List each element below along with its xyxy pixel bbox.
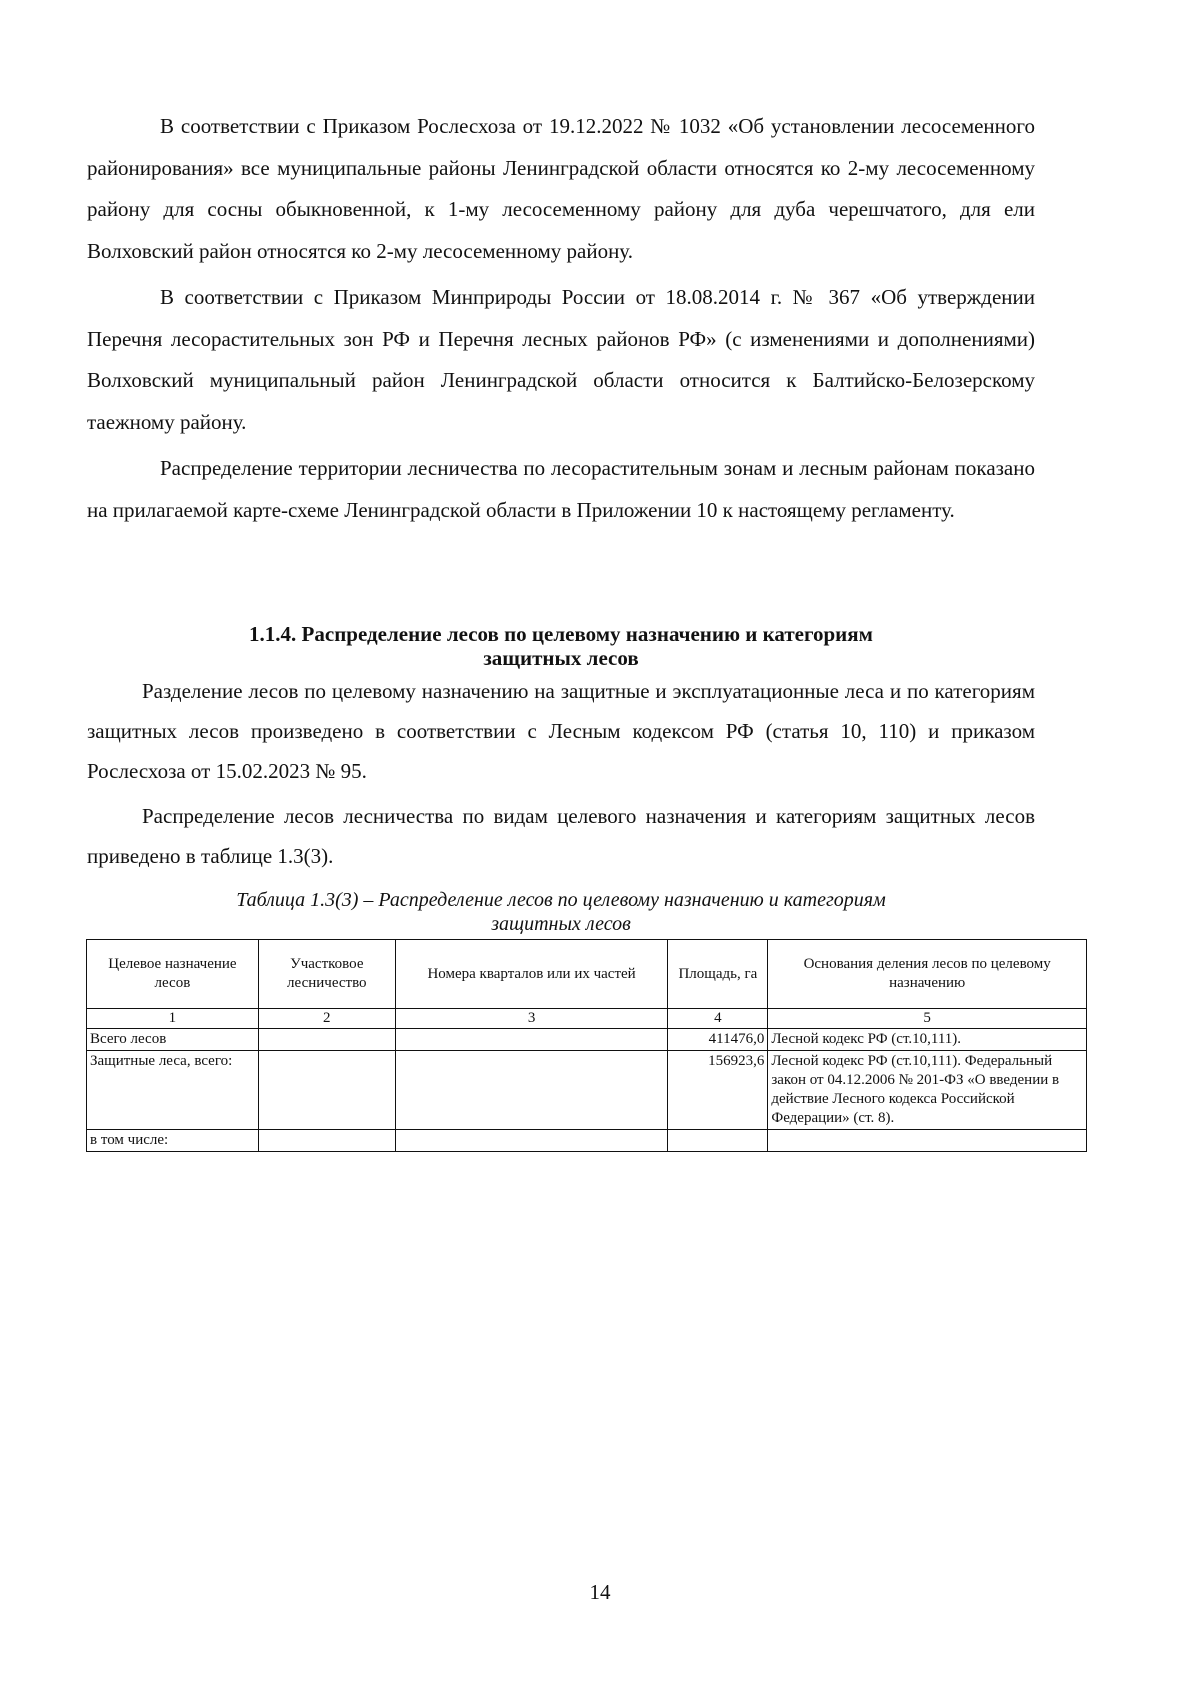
column-number: 5: [768, 1009, 1087, 1029]
paragraph-territory-distribution: Распределение территории лесничества по лесорастительным зонам и лесным районам показано на прилагаемой карте-схеме Ленинградской области в Приложении 10 к настоящему регламенту.: [87, 456, 1035, 522]
table-row: [87, 1051, 1087, 1130]
cell-area: [668, 1130, 768, 1152]
section-heading: [87, 622, 1035, 670]
column-number: 1: [87, 1009, 259, 1029]
column-number: 3: [395, 1009, 668, 1029]
cell-basis: [768, 1130, 1087, 1152]
table-row: [87, 1130, 1087, 1152]
cell-purpose: Всего лесов: [87, 1029, 259, 1051]
column-number: 2: [258, 1009, 395, 1029]
cell-basis: Лесной кодекс РФ (ст.10,111).: [768, 1029, 1087, 1051]
forest-distribution-table: [86, 939, 1087, 1152]
cell-area: 411476,0: [668, 1029, 768, 1051]
cell-district: [258, 1051, 395, 1130]
cell-basis: Лесной кодекс РФ (ст.10,111). Федеральный закон от 04.12.2006 № 201-ФЗ «О введении в действие Лесного кодекса Российской Федерации» (ст. 8).: [768, 1051, 1087, 1130]
cell-purpose: Защитные леса, всего:: [87, 1051, 259, 1130]
paragraph-forest-division: Разделение лесов по целевому назначению на защитные и эксплуатационные леса и по категориям защитных лесов произведено в соответствии с Лесным кодексом РФ (статья 10, 110) и приказом Рослесхоза от 15.02.2023 № 95.: [87, 679, 1035, 783]
paragraph-seed-zoning: В соответствии с Приказом Рослесхоза от 19.12.2022 № 1032 «Об установлении лесосеменного районирования» все муниципальные районы Ленинградской области относятся ко 2-му лесосеменному району для сосны обыкновенной, к 1-му лесосеменному району для дуба черешчатого, для ели Волховский район относятся ко 2-му лесосеменному району.: [87, 114, 1035, 263]
column-number-row: [87, 1009, 1087, 1029]
cell-district: [258, 1130, 395, 1152]
intro-text-block: [87, 106, 1035, 531]
cell-quarters: [395, 1130, 668, 1152]
header-purpose: Целевое назначение лесов: [87, 940, 259, 1009]
header-area: Площадь, га: [668, 940, 768, 1009]
cell-quarters: [395, 1029, 668, 1051]
table-caption: [87, 888, 1035, 936]
header-basis: Основания деления лесов по целевому назначению: [768, 940, 1087, 1009]
cell-purpose: в том числе:: [87, 1130, 259, 1152]
column-number: 4: [668, 1009, 768, 1029]
header-quarters: Номера кварталов или их частей: [395, 940, 668, 1009]
table-caption-line-2: защитных лесов: [491, 913, 631, 935]
table-caption-line-1: Таблица 1.3(3) – Распределение лесов по целевому назначению и категориям: [236, 889, 886, 911]
section-heading-line-1: 1.1.4. Распределение лесов по целевому назначению и категориям: [249, 622, 873, 646]
cell-quarters: [395, 1051, 668, 1130]
table-header-row: [87, 940, 1087, 1009]
page-number: 14: [589, 1580, 611, 1604]
purpose-text-block: [87, 671, 1035, 876]
cell-area: 156923,6: [668, 1051, 768, 1130]
cell-district: [258, 1029, 395, 1051]
table-row: [87, 1029, 1087, 1051]
paragraph-forest-zones: В соответствии с Приказом Минприроды России от 18.08.2014 г. № 367 «Об утверждении Перечня лесорастительных зон РФ и Перечня лесных районов РФ» (с изменениями и дополнениями) Волховский муниципальный район Ленинградской области относится к Балтийско-Белозерскому таежному району.: [87, 285, 1035, 434]
section-heading-line-2: защитных лесов: [483, 646, 639, 670]
header-district: Участковое лесничество: [258, 940, 395, 1009]
paragraph-table-reference: Распределение лесов лесничества по видам целевого назначения и категориям защитных лесов приведено в таблице 1.3(3).: [87, 804, 1035, 868]
